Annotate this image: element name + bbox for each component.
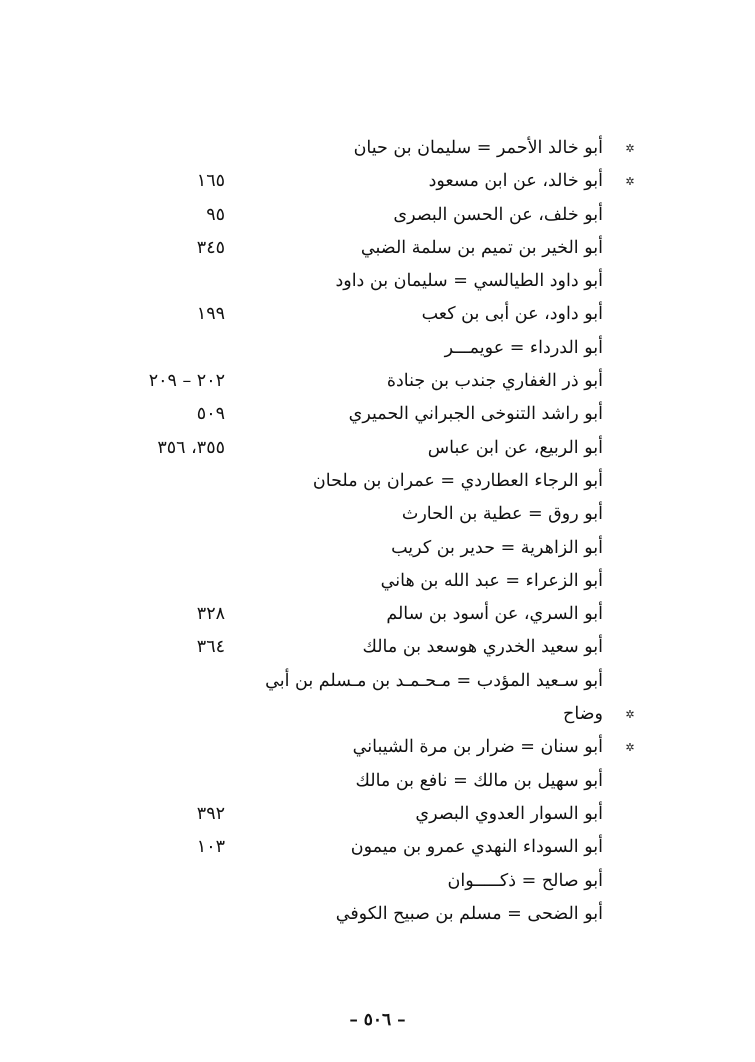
entry-name: أبو الزعراء = عبد الله بن هاني	[380, 570, 603, 591]
entry-page-numbers: ١٩٩	[196, 304, 225, 325]
index-entry	[0, 332, 755, 365]
entry-name: أبو الدرداء = عويمـــر	[444, 337, 603, 358]
entry-name: أبو خلف، عن الحسن البصرى	[393, 204, 603, 225]
index-entry	[0, 298, 755, 331]
entry-page-numbers: ٣٩٢	[196, 803, 225, 824]
entry-marker-icon: ✲	[625, 741, 635, 755]
entry-page-numbers: ١٠٣	[196, 837, 225, 858]
index-entry	[0, 365, 755, 398]
entry-name: أبو ذر الغفاري جندب بن جنادة	[386, 371, 603, 392]
entry-name: أبو الربيع، عن ابن عباس	[427, 437, 603, 458]
entry-name: أبو صالح = ذكـــــوان	[447, 870, 603, 891]
index-entry	[0, 432, 755, 465]
entry-name: أبو راشد التنوخى الجبراني الحميري	[348, 404, 603, 425]
entry-name: أبو خالد، عن ابن مسعود	[428, 171, 603, 192]
entry-page-numbers: ٥٠٩	[196, 404, 225, 425]
entry-name: أبو السوار العدوي البصري	[415, 803, 603, 824]
index-entry	[0, 398, 755, 431]
index-entry	[0, 898, 755, 931]
index-entry	[0, 865, 755, 898]
entry-page-numbers: ٣٤٥	[196, 237, 225, 258]
entry-page-numbers: ٢٠٢ – ٢٠٩	[148, 371, 225, 392]
entry-page-numbers: ٣٥٥، ٣٥٦	[157, 437, 225, 458]
entry-name: أبو داود الطيالسي = سليمان بن داود	[335, 271, 603, 292]
index-entry	[0, 465, 755, 498]
entry-name: أبو الخير بن تميم بن سلمة الضبي	[360, 237, 603, 258]
entry-page-numbers: ١٦٥	[196, 171, 225, 192]
entry-marker-icon: ✲	[625, 142, 635, 155]
index-entry	[0, 265, 755, 298]
entry-name: أبو داود، عن أبى بن كعب	[421, 304, 603, 325]
entry-name: أبو الزاهرية = حدير بن كريب	[391, 537, 603, 558]
index-entry	[0, 199, 755, 232]
index-entry	[0, 232, 755, 265]
entry-page-numbers: ٣٢٨	[196, 604, 225, 625]
index-entry	[0, 498, 755, 531]
index-entry	[0, 765, 755, 798]
index-entry	[0, 798, 755, 831]
index-entry	[0, 698, 755, 731]
index-entry	[0, 598, 755, 631]
entry-page-numbers: ٩٥	[206, 204, 225, 225]
index-entry	[0, 731, 755, 764]
index-entries	[0, 132, 755, 931]
entry-name: أبو سهيل بن مالك = نافع بن مالك	[355, 770, 603, 791]
index-entry	[0, 631, 755, 664]
entry-name: أبو الضحى = مسلم بن صبيح الكوفي	[335, 903, 603, 924]
index-entry	[0, 665, 755, 698]
entry-page-numbers: ٣٦٤	[196, 637, 225, 658]
entry-name: أبو خالد الأحمر = سليمان بن حيان	[353, 138, 603, 158]
entry-marker-icon: ✲	[625, 175, 635, 189]
entry-name: أبو سنان = ضرار بن مرة الشيباني	[352, 737, 603, 758]
entry-name: أبو السوداء النهدي عمرو بن ميمون	[350, 837, 603, 858]
entry-name: أبو السري، عن أسود بن سالم	[386, 604, 603, 625]
entry-marker-icon: ✲	[625, 708, 635, 722]
index-entry	[0, 132, 755, 165]
page-number: – ٥٠٦ –	[349, 1010, 406, 1030]
index-entry	[0, 565, 755, 598]
entry-name: أبو روق = عطية بن الحارث	[401, 504, 603, 525]
entry-name: وضاح	[563, 704, 603, 725]
entry-name: أبو الرجاء العطاردي = عمران بن ملحان	[312, 470, 603, 491]
entry-name: أبو سعيد الخدري هوسعد بن مالك	[362, 637, 603, 658]
entry-name: أبو سـعيد المؤدب = مـحـمـد بن مـسلم بن أبي	[265, 670, 603, 691]
index-entry	[0, 165, 755, 198]
index-entry	[0, 532, 755, 565]
index-entry	[0, 831, 755, 864]
